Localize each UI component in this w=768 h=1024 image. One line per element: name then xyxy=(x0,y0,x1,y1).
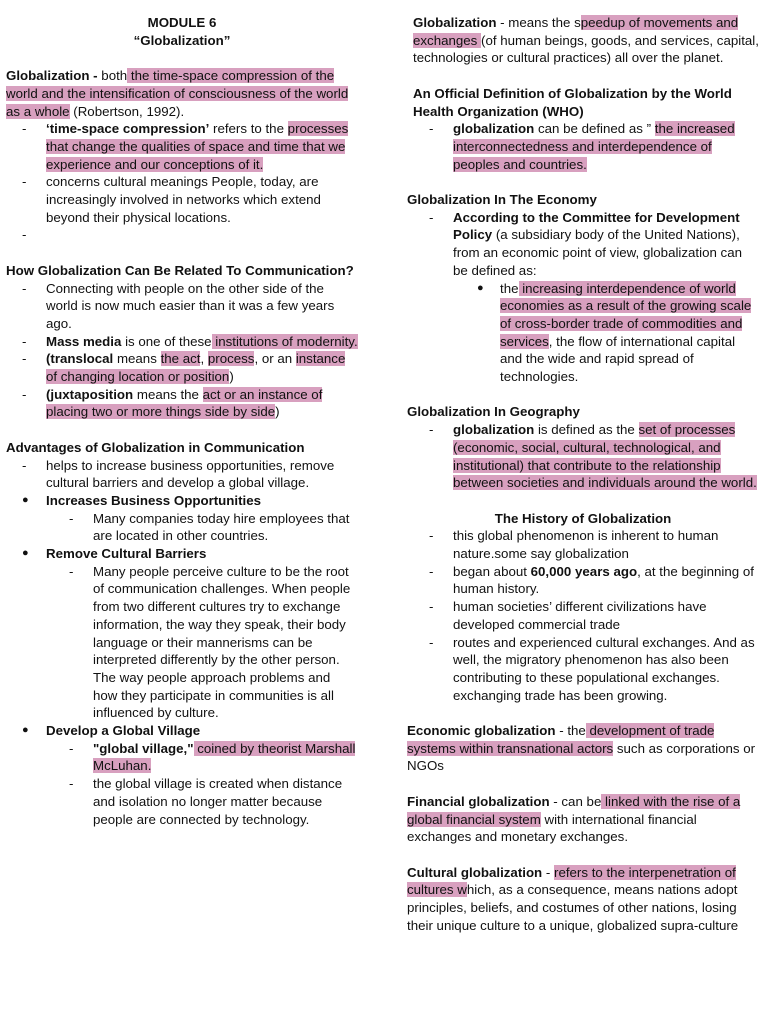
left-column xyxy=(6,14,358,828)
module-label: MODULE 6 xyxy=(147,15,217,30)
list-item-empty: - xyxy=(22,227,27,243)
list-item: - routes and experienced cultural exchanges. And as well, the migratory phenomenon has also been contributing to these populational exchanges. exchanging trade has been growing. xyxy=(429,634,755,703)
globalization-definition: Globalization - both the time-space compression of the world and the intensification of consciousness of the world as a whole (Robertson, 1992). xyxy=(6,68,349,119)
list-item: - this global phenomenon is inherent to human nature.some say globalization xyxy=(429,528,719,562)
section-heading: Globalization In Geography xyxy=(407,404,580,420)
list-item: - globalization can be defined as ” the increased interconnectedness and interdependence of peoples and countries. xyxy=(429,121,735,172)
list-item: - human societies’ different civilizations have developed commercial trade xyxy=(429,599,707,632)
list-item: - globalization is defined as the set of processes (economic, social, cultural, technological, and institutional) that contribute to the relationship between societies and individuals around the world. xyxy=(429,422,757,491)
sub-list-item: - "global village," coined by theorist Marshall McLuhan. xyxy=(69,740,356,774)
list-item: - ‘time-space compression’ refers to the processes that change the qualities of space and time that we experience and our conceptions of it. xyxy=(22,121,349,172)
bullet-item: ● Increases Business Opportunities xyxy=(22,492,262,508)
cultural-globalization: Cultural globalization - refers to the interpenetration of cultures which, as a consequence, means nations adopt principles, beliefs, and costumes of other nations, losing their unique culture to a unique, globalized supra-culture xyxy=(407,864,739,933)
sub-list-item: - the global village is created when distance and isolation no longer matter because people are connected by technology. xyxy=(69,776,343,827)
list-item: - helps to increase business opportunities, remove cultural barriers and develop a global village. xyxy=(22,457,335,491)
page-title: “Globalization” xyxy=(133,32,231,48)
economic-globalization: Economic globalization - the development of trade systems within transnational actors such as corporations or NGOs xyxy=(407,723,756,774)
bullet-item: ● Remove Cultural Barriers xyxy=(22,546,207,562)
list-item: - (juxtaposition means the act or an instance of placing two or more things side by side) xyxy=(22,386,323,420)
section-heading: An Official Definition of Globalization by the World Health Organization (WHO) xyxy=(413,85,732,119)
list-item: - Connecting with people on the other side of the world is now much easier than it was a few years ago. xyxy=(22,280,335,331)
section-heading: How Globalization Can Be Related To Communication? xyxy=(6,262,354,278)
right-column xyxy=(407,14,759,934)
list-item: - began about 60,000 years ago, at the beginning of human history. xyxy=(429,563,754,597)
sub-list-item: - Many people perceive culture to be the root of communication challenges. When people from two different cultures try to exchange information, the way they speak, their body language or their mannerisms can be interpreted differently by the other person. The way people approach problems and how they participate in communities is all influenced by culture. xyxy=(69,563,351,721)
financial-globalization: Financial globalization - can be linked with the rise of a global financial system with international financial exchanges and monetary exchanges. xyxy=(407,793,741,845)
section-heading: Advantages of Globalization in Communication xyxy=(6,439,305,455)
section-heading: The History of Globalization xyxy=(494,510,672,526)
globalization-speedup: Globalization - means the speedup of movements and exchanges (of human beings, goods, and services, capital, technologies or cultural practices) all over the planet. xyxy=(413,15,759,66)
list-item: - (translocal means the act, process, or an instance of changing location or position) xyxy=(22,351,346,385)
list-item: - According to the Committee for Development Policy (a subsidiary body of the United Nations), from an economic point of view, globalization can be defined as: xyxy=(429,209,742,278)
bullet-item: ● the increasing interdependence of world economies as a result of the growing scale of cross-border trade of commodities and services, the flow of international capital and the wide and rapid spread of technologies. xyxy=(477,280,752,385)
list-item: - Mass media is one of these institutions of modernity. xyxy=(22,333,358,349)
bullet-item: ● Develop a Global Village xyxy=(22,723,201,739)
sub-list-item: - Many companies today hire employees that are located in other countries. xyxy=(69,510,350,544)
section-heading: Globalization In The Economy xyxy=(407,192,597,207)
list-item: - concerns cultural meanings People, today, are increasingly involved in networks which extend beyond their physical locations. xyxy=(22,174,321,225)
